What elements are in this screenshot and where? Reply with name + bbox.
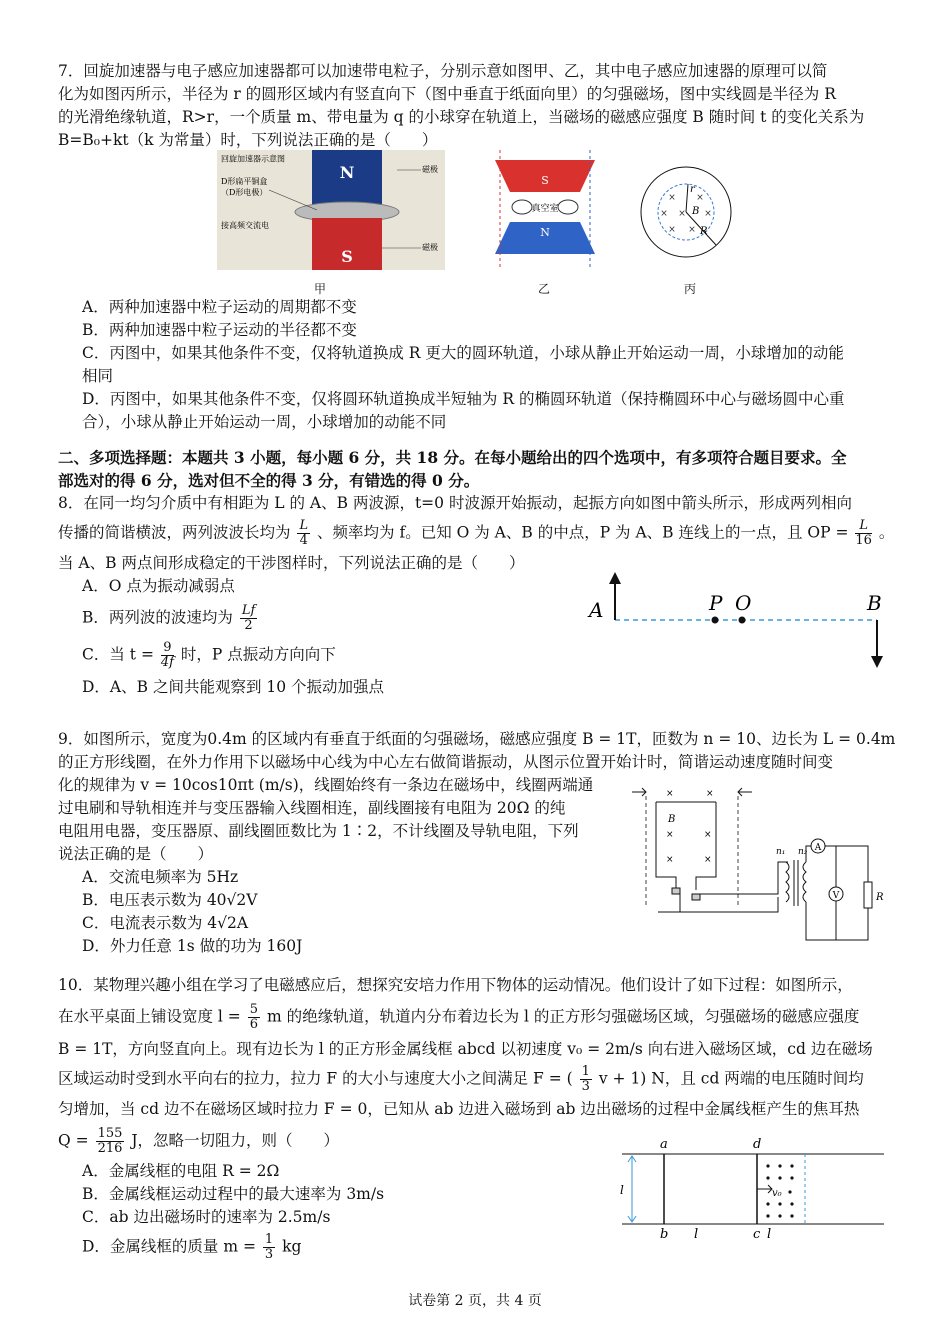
- q9-line: 9．如图所示，宽度为0.4m 的区域内有垂直于纸面的匀强磁场，磁感应强度 B = 1T，匝数为 n = 10、边长为 L = 0.4m: [58, 730, 896, 748]
- q9-line: 的正方形线圈，在外力作用下以磁场中心线为中心左右做简谐振动，从图示位置开始计时，简谐运动速度随时间变: [58, 753, 834, 771]
- q8-option-c: C．当 t = $\frac{9}{4f}$ 时，P 点振动方向向下: [82, 640, 336, 670]
- q7-option-d-cont: 合），小球从静止开始运动一周，小球增加的动能不同: [82, 413, 447, 431]
- figure-waves: [585, 570, 890, 670]
- length-l2: l: [767, 1227, 772, 1242]
- q8-text: 传播的简谐横波，两列波波长均为: [58, 523, 291, 542]
- svg-text:×: ×: [666, 855, 674, 865]
- cyclotron-illustration: [217, 150, 445, 270]
- field-b: B: [668, 814, 676, 825]
- label-n2: n₂: [798, 847, 808, 857]
- q7-option-a: A．两种加速器中粒子运动的周期都不变: [82, 298, 357, 316]
- figure-cyclotron: [217, 150, 445, 270]
- svg-text:×: ×: [666, 789, 674, 799]
- svg-text:×: ×: [688, 225, 696, 235]
- svg-text:×: ×: [704, 830, 712, 840]
- wave-label-o: O: [735, 591, 752, 615]
- corner-d: d: [753, 1137, 762, 1152]
- betatron-n: N: [540, 226, 550, 239]
- svg-text:×: ×: [666, 830, 674, 840]
- q8-option-d: D．A、B 之间共能观察到 10 个振动加强点: [82, 678, 385, 696]
- bing-R: R: [700, 226, 708, 237]
- q7-options: [58, 296, 898, 434]
- svg-text:×: ×: [704, 209, 712, 219]
- q7-line: 的光滑绝缘轨道，R>r，一个质量 m、带电量为 q 的小球穿在轨道上，当磁场的磁感应强度 B 随时间 t 的变化关系为: [58, 108, 865, 126]
- svg-text:×: ×: [706, 789, 714, 799]
- q9-option-a: A．交流电频率为 5Hz: [82, 868, 239, 886]
- q8-option-a: A．O 点为振动减弱点: [82, 577, 235, 595]
- fraction-lambda: $\frac{L}{4}$: [299, 518, 309, 548]
- label-pole-bottom: 磁极: [422, 243, 438, 252]
- q7-option-c-cont: 相同: [82, 367, 114, 385]
- figure-bing: [636, 150, 746, 275]
- voltmeter: V: [832, 891, 840, 901]
- wave-label-p: P: [709, 591, 723, 615]
- q10-line: 10．某物理兴趣小组在学习了电磁感应后，想探究安培力作用下物体的运动情况。他们设计了如下过程：如图所示，: [58, 976, 853, 994]
- q7-option-d: D．丙图中，如果其他条件不变，仅将圆环轨道换成半短轴为 R 的椭圆环轨道（保持椭圆环中心与磁场圆中心重: [82, 390, 845, 408]
- label-d-electrode: （D形电极）: [221, 188, 268, 197]
- wave-label-b: B: [867, 591, 882, 615]
- q9-option-c: C．电流表示数为 4√2A: [82, 914, 249, 932]
- q8-line: 8．在同一均匀介质中有相距为 L 的 A、B 两波源，t=0 时波源开始振动，起振方向如图中箭头所示，形成两列相向: [58, 494, 852, 512]
- q8-line-2: [58, 519, 898, 548]
- q10-option-d: D．金属线框的质量 m = $\frac{1}{3}$ kg: [82, 1232, 302, 1262]
- q7-line: B=B₀+kt（k 为常量）时，下列说法正确的是（ ）: [58, 131, 438, 149]
- caption-bing: 丙: [684, 282, 697, 296]
- q8-text: 、频率均为 f。已知 O 为 A、B 的中点，P 为 A、B 连线上的一点，且 OP =: [317, 523, 849, 542]
- betatron-vacuum: 真空室: [531, 204, 559, 214]
- label-n1: n₁: [776, 847, 786, 857]
- label-s: S: [341, 247, 353, 266]
- q10-line-6: Q = $\frac{155}{216}$ J，忽略一切阻力，则（ ）: [58, 1126, 340, 1156]
- section-2-header: [58, 446, 898, 492]
- q9-line: 电阻用电器，变压器原、副线圈匝数比为 1∶2，不计线圈及导轨电阻，下列: [58, 822, 579, 840]
- q10-line-2: 在水平桌面上铺设宽度 l = $\frac{5}{6}$ m 的绝缘轨道，轨道内分布着边长为 l 的正方形匀强磁场区域，匀强磁场的磁感应强度: [58, 1002, 860, 1032]
- bing-r: r: [690, 184, 695, 195]
- corner-c: c: [753, 1227, 761, 1242]
- q8-text: 。: [878, 523, 895, 542]
- wave-label-a: A: [589, 598, 604, 622]
- q9-line: 说法正确的是（ ）: [58, 845, 214, 863]
- svg-text:×: ×: [668, 193, 676, 203]
- label-ac: 接高频交流电: [221, 221, 269, 230]
- q8-option-b: B．两列波的波速均为 $\frac{Lf}{2}$: [82, 603, 256, 633]
- q10-option-c: C．ab 边出磁场时的速率为 2.5m/s: [82, 1208, 331, 1226]
- q10-line: B = 1T，方向竖直向上。现有边长为 l 的正方形金属线框 abcd 以初速度 v₀ = 2m/s 向右进入磁场区域，cd 边在磁场: [58, 1040, 873, 1058]
- cyclotron-title: 回旋加速器示意图: [221, 154, 285, 164]
- corner-b: b: [660, 1227, 669, 1242]
- label-d-box: D形扁平铜盒: [221, 177, 268, 186]
- corner-a: a: [660, 1137, 668, 1152]
- svg-text:×: ×: [678, 209, 686, 219]
- label-n: N: [339, 163, 355, 182]
- q10-option-a: A．金属线框的电阻 R = 2Ω: [82, 1162, 280, 1180]
- section-2-line: 部选对的得 6 分，选对但不全的得 3 分，有错选的得 0 分。: [58, 471, 480, 490]
- q7-line: 7．回旋加速器与电子感应加速器都可以加速带电粒子，分别示意如图甲、乙，其中电子感应加速器的原理可以简: [58, 62, 828, 80]
- figure-transformer: [628, 782, 890, 942]
- svg-text:×: ×: [704, 855, 712, 865]
- figure-betatron: [470, 150, 620, 275]
- resistor-r: R: [876, 892, 884, 903]
- velocity-v0: v₀: [772, 1188, 782, 1199]
- q9-line: 化的规律为 v = 10cos10πt (m/s)，线圈始终有一条边在磁场中，线圈两端通: [58, 776, 594, 794]
- fraction-op: $\frac{L}{16}$: [855, 518, 872, 548]
- q9-option-b: B．电压表示数为 40√2V: [82, 891, 258, 909]
- svg-text:×: ×: [668, 225, 676, 235]
- q7-option-b: B．两种加速器中粒子运动的半径都不变: [82, 321, 357, 339]
- label-pole-top: 磁极: [422, 165, 438, 174]
- question-7: [58, 60, 898, 152]
- q8-line: 当 A、B 两点间形成稳定的干涉图样时，下列说法正确的是（ ）: [58, 554, 525, 572]
- figure-frame: [612, 1134, 892, 1246]
- page-footer: 试卷第 2 页，共 4 页: [408, 1293, 542, 1309]
- caption-yi: 乙: [538, 282, 551, 296]
- q9-line: 过电刷和导轨相连并与变压器输入线圈相连，副线圈接有电阻为 20Ω 的纯: [58, 799, 566, 817]
- svg-text:×: ×: [696, 193, 704, 203]
- svg-text:×: ×: [660, 209, 668, 219]
- length-l: l: [694, 1227, 699, 1242]
- q7-option-c: C．丙图中，如果其他条件不变，仅将轨道换成 R 更大的圆环轨道，小球从静止开始运动一周，小球增加的动能: [82, 344, 844, 362]
- ammeter: A: [814, 843, 822, 853]
- q10-line: 匀增加，当 cd 边不在磁场区域时拉力 F = 0，已知从 ab 边进入磁场到 ab 边出磁场的过程中金属线框产生的焦耳热: [58, 1100, 860, 1118]
- section-2-line: 二、多项选择题：本题共 3 小题，每小题 6 分，共 18 分。在每小题给出的四个选项中，有多项符合题目要求。全: [58, 448, 847, 467]
- bing-b: B: [692, 206, 700, 217]
- betatron-s: S: [541, 174, 549, 187]
- caption-jia: 甲: [314, 282, 327, 296]
- width-l: l: [620, 1183, 624, 1197]
- q10-line-4: 区域运动时受到水平向右的拉力，拉力 F 的大小与速度大小之间满足 F = ( $\frac{1}{3}$ v + 1) N，且 cd 两端的电压随时间均: [58, 1064, 864, 1094]
- q7-line: 化为如图丙所示，半径为 r 的圆形区域内有竖直向下（图中垂直于纸面向里）的匀强磁场，图中实线圆是半径为 R: [58, 85, 836, 103]
- q9-option-d: D．外力任意 1s 做的功为 160J: [82, 937, 303, 955]
- q10-option-b: B．金属线框运动过程中的最大速率为 3m/s: [82, 1185, 385, 1203]
